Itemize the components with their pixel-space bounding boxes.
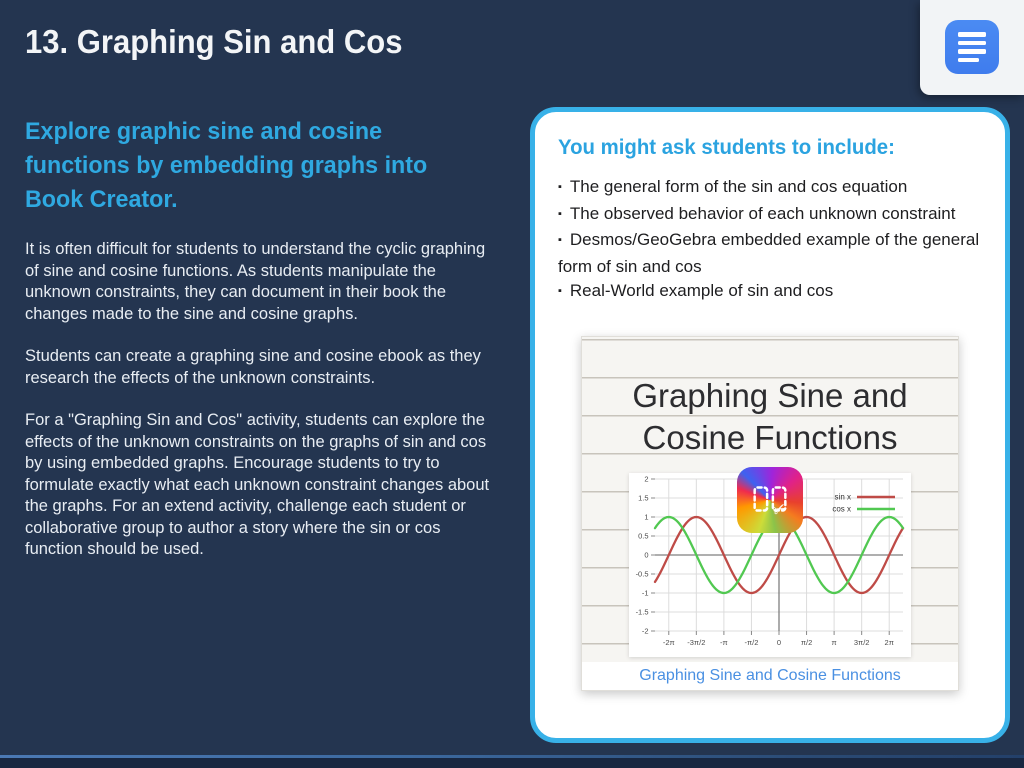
- svg-text:-1: -1: [641, 588, 649, 598]
- card-heading: You might ask students to include:: [558, 136, 895, 159]
- book-creator-logo-icon: [737, 467, 803, 533]
- bullet-item: ▪ Real-World example of sin and cos: [558, 279, 982, 306]
- embed-title: Graphing Sine and Cosine Functions: [632, 376, 908, 456]
- page-subtitle: Explore graphic sine and cosine functions by embedding graphs into Book Creator.: [25, 118, 428, 213]
- page-bottom-edge: [0, 755, 1024, 768]
- svg-text:-0.5: -0.5: [635, 569, 649, 579]
- svg-text:1.5: 1.5: [638, 493, 649, 503]
- body-paragraph: For a "Graphing Sin and Cos" activity, students can explore the effects of the unknown constraints on the graphs of sin and cos by using embedded graphs. Encourage students to try to formulate exactly what each unknown constraint changes about the graphs. For an extend activity, challenge each student or collaborative group to author a story where the sin or cos function should be used.: [25, 411, 490, 558]
- svg-text:-2π: -2π: [662, 637, 675, 647]
- svg-text:2π: 2π: [884, 637, 894, 647]
- embed-caption-link[interactable]: Graphing Sine and Cosine Functions: [639, 666, 901, 684]
- svg-text:2: 2: [644, 474, 649, 484]
- svg-text:-π/2: -π/2: [744, 637, 759, 647]
- svg-text:cos x: cos x: [832, 504, 851, 513]
- svg-text:0: 0: [644, 550, 649, 560]
- caption-strip: [582, 662, 958, 690]
- notes-icon-line: [958, 58, 979, 63]
- notes-icon-line: [958, 49, 986, 54]
- svg-text:π/2: π/2: [800, 637, 813, 647]
- page-title: 13. Graphing Sin and Cos: [25, 23, 403, 60]
- embedded-image-widget: [581, 336, 959, 691]
- svg-text:-π: -π: [720, 637, 728, 647]
- svg-text:-2: -2: [641, 626, 649, 636]
- bullet-item: ▪ Desmos/GeoGebra embedded example of the general form of sin and cos: [558, 228, 982, 279]
- top-right-panel: [920, 0, 1024, 95]
- body-paragraph: Students can create a graphing sine and cosine ebook as they research the effects of the unknown constraints.: [25, 347, 481, 387]
- svg-text:1: 1: [644, 512, 649, 522]
- svg-text:0: 0: [776, 637, 782, 647]
- bullet-item: ▪ The general form of the sin and cos equation: [558, 175, 982, 202]
- bullet-list: [558, 175, 982, 306]
- svg-text:0.5: 0.5: [638, 531, 649, 541]
- menu-button[interactable]: [945, 20, 999, 74]
- notes-icon-line: [958, 41, 986, 46]
- bullet-item: ▪ The observed behavior of each unknown constraint: [558, 202, 982, 229]
- notes-icon-line: [958, 32, 986, 37]
- body-paragraph: It is often difficult for students to understand the cyclic graphing of sine and cosine functions. As students manipulate the unknown constraints, they can document in their book the changes made to the sine and cosine graphs.: [25, 240, 486, 323]
- svg-text:-3π/2: -3π/2: [687, 637, 706, 647]
- suggestions-card: [530, 107, 1010, 743]
- svg-text:sin x: sin x: [834, 492, 851, 501]
- text-column: [25, 22, 495, 561]
- shiplap-background: [582, 337, 958, 662]
- svg-text:✂: ✂: [769, 497, 790, 521]
- svg-text:-1.5: -1.5: [635, 607, 649, 617]
- svg-text:3π/2: 3π/2: [853, 637, 870, 647]
- body-text: [25, 239, 495, 561]
- svg-text:π: π: [831, 637, 837, 647]
